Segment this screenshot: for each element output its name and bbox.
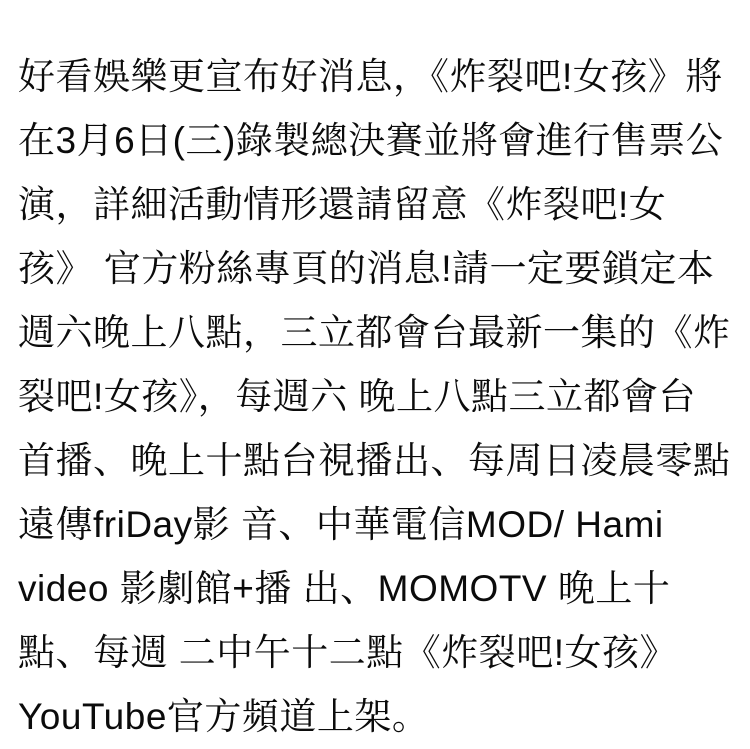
article-body-text: 好看娛樂更宣布好消息，《炸裂吧!女孩》將在3月6日(三)錄製總決賽並將會進行售票公演，詳細活動情形還請留意《炸裂吧!女孩》 官方粉絲專頁的消息!請一定要鎖定本週六晚上八點，三立都會台最新一集的《炸裂吧!女孩》，每週六 晚上八點三立都會台首播、晚上十點台視播出、每周日凌晨零點遠傳friDay影 音、中華電信MOD/ Hami video 影劇館+播 出、MOMOTV 晚上十點、每週 二中午十二點《炸裂吧!女孩》 YouTube官方頻道上架。 bbox=[18, 56, 731, 737]
